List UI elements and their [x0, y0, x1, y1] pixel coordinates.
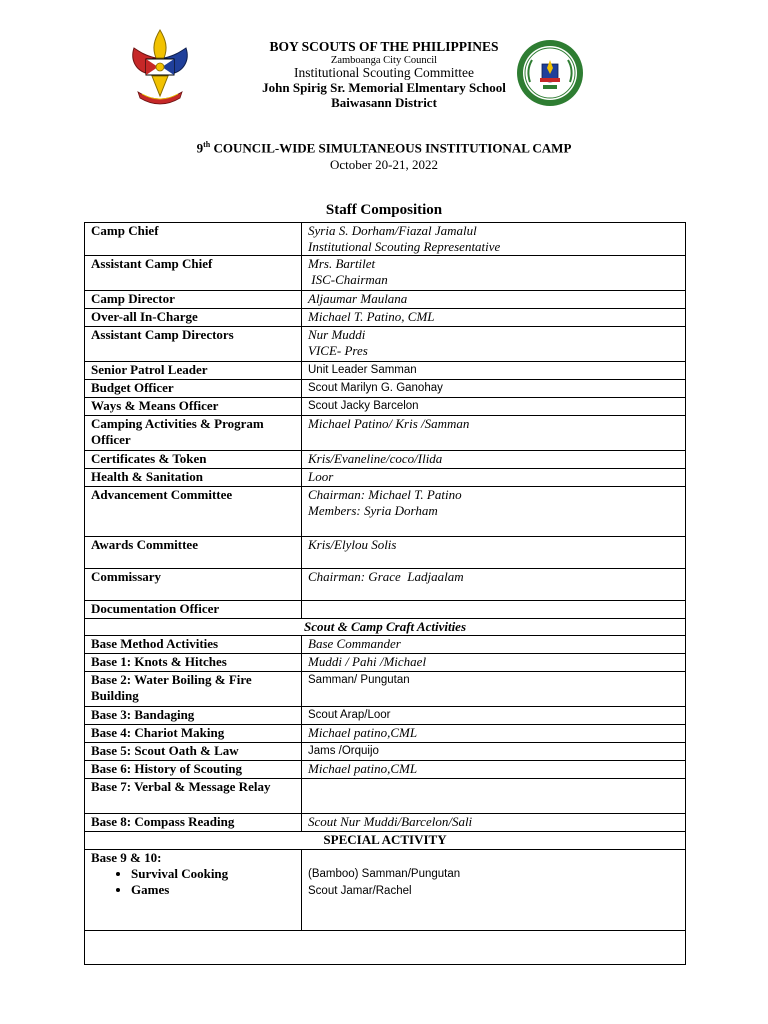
assignee-line: Members: Syria Dorham [308, 503, 438, 518]
assignee-line: Michael patino,CML [308, 761, 418, 776]
table-row [85, 380, 686, 398]
assignee-line: Unit Leader Samman [308, 364, 417, 376]
assignee-line: Michael T. Patino, CML [308, 309, 435, 324]
table-row [85, 707, 686, 725]
empty-row [85, 931, 686, 965]
assignee-line: Scout Jamar/Rachel [308, 885, 412, 897]
assignee-line: Chairman: Michael T. Patino [308, 487, 462, 502]
role-cell: Assistant Camp Directors [85, 327, 302, 362]
table-row [85, 814, 686, 832]
assignee-cell [302, 380, 686, 398]
assignee-cell [302, 850, 686, 931]
school-name: John Spirig Sr. Memorial Elmentary School [262, 80, 506, 96]
table-row [85, 309, 686, 327]
table-row [85, 256, 686, 291]
assignee-cell [302, 451, 686, 469]
role-cell: Base 7: Verbal & Message Relay [85, 779, 302, 814]
staff-composition-title: Staff Composition [325, 202, 443, 218]
table-row [85, 327, 686, 362]
special-role: Base 9 & 10: [91, 850, 162, 865]
assignee-cell [302, 636, 686, 654]
table-row [85, 601, 686, 619]
role-cell: Base 1: Knots & Hitches [85, 654, 302, 672]
role-cell: Ways & Means Officer [85, 398, 302, 416]
council-name: Zamboanga City Council [330, 54, 438, 66]
assignee-line: Institutional Scouting Representative [308, 239, 501, 254]
table-row [85, 291, 686, 309]
table-row [85, 469, 686, 487]
role-cell: Base 5: Scout Oath & Law [85, 743, 302, 761]
assignee-line: VICE- Pres [308, 343, 368, 358]
assignee-line: Scout Jacky Barcelon [308, 400, 419, 412]
assignee-line: Kris/Evaneline/coco/Ilida [308, 451, 443, 466]
table-row [85, 569, 686, 601]
special-header-row [85, 832, 686, 850]
assignee-line: Samman/ Pungutan [308, 674, 410, 686]
event-date: October 20-21, 2022 [330, 157, 438, 173]
assignee-cell [302, 487, 686, 537]
assignee-line: (Bamboo) Samman/Pungutan [308, 868, 461, 880]
assignee-line: Nur Muddi [308, 327, 366, 342]
table-row [85, 672, 686, 707]
role-cell: Camping Activities & Program Officer [85, 416, 302, 451]
assignee-line: Syria S. Dorham/Fiazal Jamalul [308, 223, 477, 238]
assignee-cell [302, 601, 686, 619]
assignee-cell [302, 779, 686, 814]
assignee-cell [302, 761, 686, 779]
assignee-cell [302, 362, 686, 380]
list-item: • Survival Cooking [131, 866, 295, 882]
district-name: Baiwasann District [331, 94, 437, 110]
assignee-cell [302, 707, 686, 725]
role-cell: Documentation Officer [85, 601, 302, 619]
role-cell: Advancement Committee [85, 487, 302, 537]
role-cell: Base 4: Chariot Making [85, 725, 302, 743]
table-row [85, 537, 686, 569]
assignee-cell [302, 398, 686, 416]
assignee-line: Kris/Elylou Solis [308, 537, 397, 552]
assignee-cell [302, 725, 686, 743]
role-cell: Health & Sanitation [85, 469, 302, 487]
assignee-line: ISC-Chairman [308, 272, 388, 287]
role-cell: Camp Chief [85, 223, 302, 256]
assignee-line: Scout Arap/Loor [308, 709, 391, 721]
role-cell: Budget Officer [85, 380, 302, 398]
role-cell: Senior Patrol Leader [85, 362, 302, 380]
table-row [85, 416, 686, 451]
table-row [85, 451, 686, 469]
assignee-cell [302, 309, 686, 327]
assignee-line: Chairman: Grace Ladjaalam [308, 569, 464, 584]
assignee-line: Jams /Orquijo [308, 745, 379, 757]
staff-table [84, 222, 686, 965]
assignee-line: Base Commander [308, 636, 401, 651]
assignee-cell [302, 291, 686, 309]
section-title: Scout & Camp Craft Activities [85, 619, 686, 636]
assignee-cell [302, 569, 686, 601]
special-items-list [91, 866, 295, 898]
table-row [85, 223, 686, 256]
role-cell: Commissary [85, 569, 302, 601]
role-cell: Over-all In-Charge [85, 309, 302, 327]
role-cell: Base Method Activities [85, 636, 302, 654]
empty-cell [85, 931, 686, 965]
table-row [85, 398, 686, 416]
assignee-cell [302, 743, 686, 761]
assignee-cell [302, 537, 686, 569]
document-header [0, 36, 768, 110]
role-cell [85, 850, 302, 931]
assignee-line: Michael patino,CML [308, 725, 418, 740]
assignee-line: Scout Marilyn G. Ganohay [308, 382, 443, 394]
table-row [85, 761, 686, 779]
assignee-cell [302, 469, 686, 487]
assignee-line: Michael Patino/ Kris /Samman [308, 416, 470, 431]
section-header-row [85, 619, 686, 636]
assignee-cell [302, 327, 686, 362]
role-cell: Base 3: Bandaging [85, 707, 302, 725]
table-row [85, 654, 686, 672]
assignee-cell [302, 814, 686, 832]
assignee-line: Scout Nur Muddi/Barcelon/Sali [308, 814, 473, 829]
table-row [85, 487, 686, 537]
table-row [85, 725, 686, 743]
role-cell: Base 2: Water Boiling & Fire Building [85, 672, 302, 707]
assignee-line: Aljaumar Maulana [308, 291, 408, 306]
assignee-line: Mrs. Bartilet [308, 256, 376, 271]
special-activity-title: SPECIAL ACTIVITY [85, 832, 686, 850]
assignee-cell [302, 654, 686, 672]
list-item: • Games [131, 882, 295, 898]
table-row [85, 850, 686, 931]
table-row [85, 362, 686, 380]
assignee-cell [302, 672, 686, 707]
event-title: 9th COUNCIL-WIDE SIMULTANEOUS INSTITUTIONAL CAMP [196, 140, 572, 156]
assignee-cell [302, 223, 686, 256]
org-name: BOY SCOUTS OF THE PHILIPPINES [269, 39, 499, 54]
committee-name: Institutional Scouting Committee [294, 65, 474, 81]
assignee-line: Muddi / Pahi /Michael [308, 654, 427, 669]
role-cell: Assistant Camp Chief [85, 256, 302, 291]
assignee-line: Loor [308, 469, 334, 484]
assignee-cell [302, 416, 686, 451]
event-block [0, 140, 768, 173]
table-row [85, 779, 686, 814]
role-cell: Base 8: Compass Reading [85, 814, 302, 832]
role-cell: Awards Committee [85, 537, 302, 569]
table-row [85, 743, 686, 761]
role-cell: Certificates & Token [85, 451, 302, 469]
role-cell: Camp Director [85, 291, 302, 309]
table-row [85, 636, 686, 654]
assignee-cell [302, 256, 686, 291]
role-cell: Base 6: History of Scouting [85, 761, 302, 779]
